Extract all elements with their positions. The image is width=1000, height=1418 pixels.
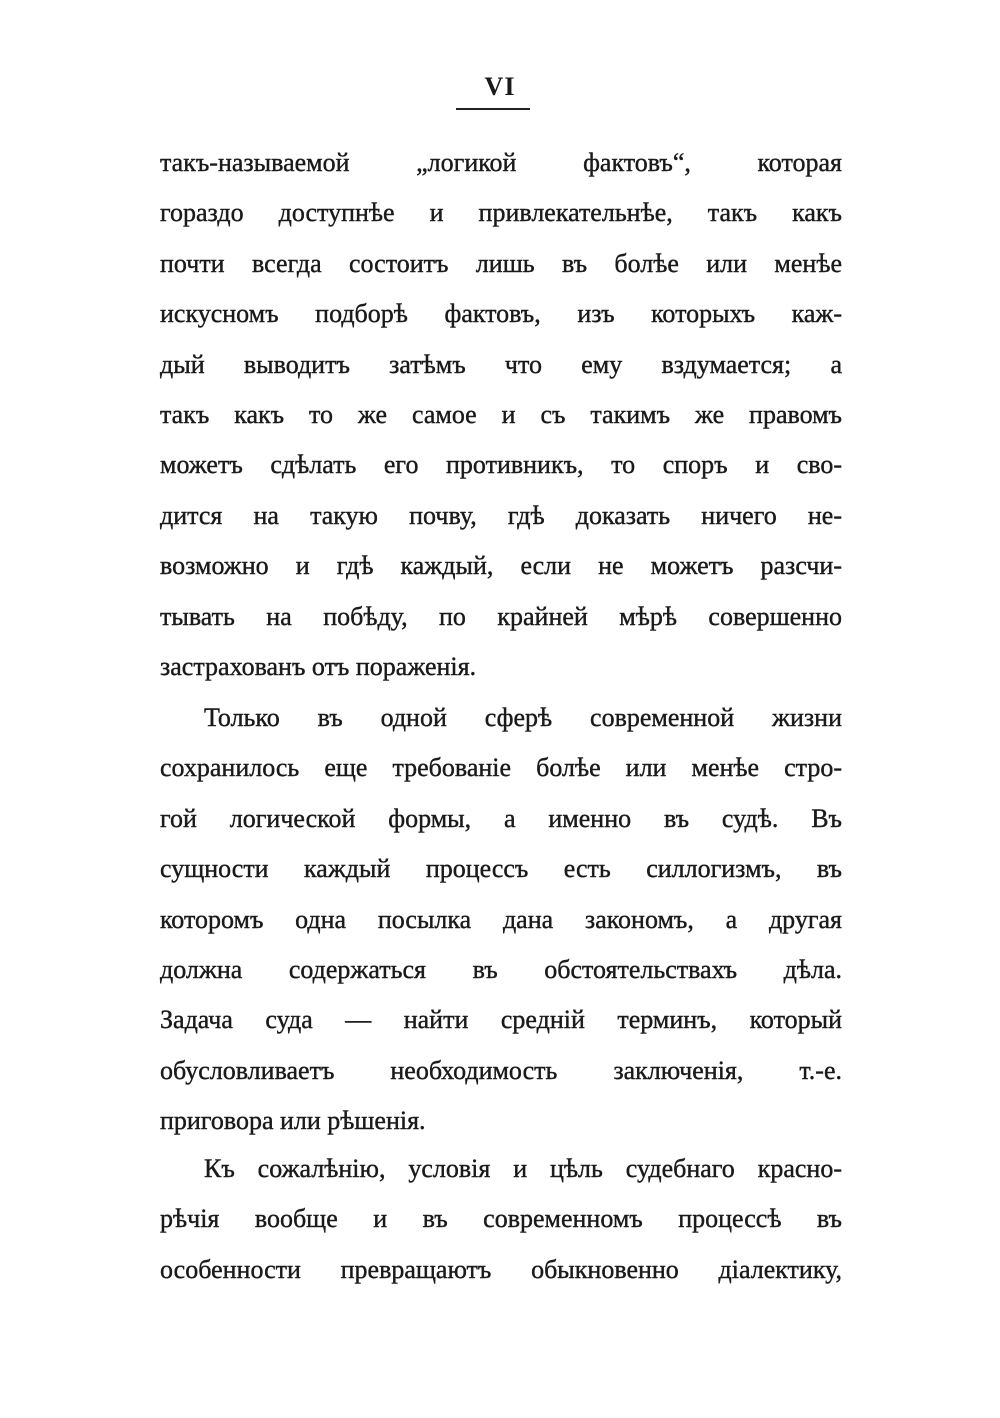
text-line: искусномъ подборѣ фактовъ, изъ которыхъ каж-: [160, 299, 842, 329]
text-line: сохранилось еще требованіе болѣе или менѣе стро-: [160, 753, 842, 783]
text-line: особенности превращаютъ обыкновенно діалектику,: [160, 1254, 842, 1284]
text-line: Только въ одной сферѣ современной жизни: [204, 703, 842, 732]
paragraph-1: [160, 138, 842, 692]
text-line: дый выводитъ затѣмъ что ему вздумается; а: [160, 349, 842, 379]
text-line: тывать на побѣду, по крайней мѣрѣ совершенно: [160, 601, 842, 631]
text-line: обусловливаетъ необходимость заключенія, т.-е.: [160, 1055, 842, 1085]
text-line: сущности каждый процессъ есть силлогизмъ, въ: [160, 854, 842, 884]
paragraph-3: [160, 1144, 842, 1295]
text-line: дится на такую почву, гдѣ доказать ничего не-: [160, 500, 842, 530]
text-line: гораздо доступнѣе и привлекательнѣе, такъ какъ: [160, 198, 842, 228]
text-line: застрахованъ отъ пораженія.: [160, 651, 477, 681]
paragraph-2: [160, 693, 842, 1147]
text-line: гой логической формы, а именно въ судѣ. Въ: [160, 803, 842, 833]
text-line: такъ-называемой „логикой фактовъ“, которая: [160, 148, 842, 177]
text-line: должна содержаться въ обстоятельствахъ дѣла.: [160, 954, 842, 984]
header-rule: [456, 108, 530, 110]
text-line: Къ сожалѣнію, условія и цѣль судебнаго красно-: [204, 1154, 842, 1183]
text-line: можетъ сдѣлать его противникъ, то споръ и сво-: [160, 450, 842, 480]
text-line: возможно и гдѣ каждый, если не можетъ разсчи-: [160, 551, 842, 581]
text-line: Задача суда — найти средній терминъ, который: [160, 1005, 842, 1035]
text-line: почти всегда состоитъ лишь въ болѣе или менѣе: [160, 248, 842, 278]
text-line: рѣчія вообще и въ современномъ процессѣ въ: [160, 1204, 842, 1234]
text-line: приговора или рѣшенія.: [160, 1106, 426, 1136]
text-line: которомъ одна посылка дана закономъ, а другая: [160, 904, 842, 934]
text-line: такъ какъ то же самое и съ такимъ же правомъ: [160, 399, 842, 429]
page-number: VI: [484, 72, 516, 101]
